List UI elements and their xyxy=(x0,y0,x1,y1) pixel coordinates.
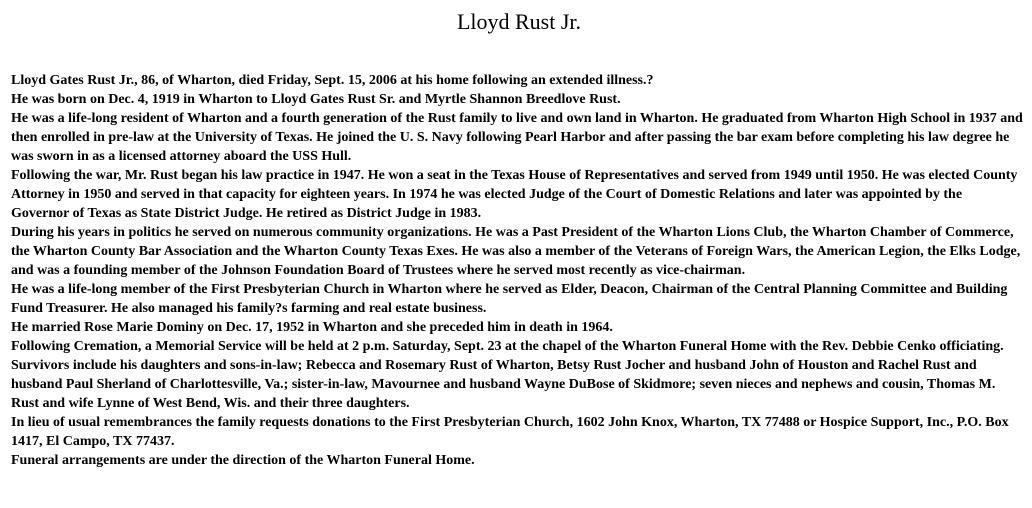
paragraph-birth: He was born on Dec. 4, 1919 in Wharton to Lloyd Gates Rust Sr. and Myrtle Shannon Breedlove Rust. xyxy=(11,92,621,107)
paragraph-death-notice: Lloyd Gates Rust Jr., 86, of Wharton, died Friday, Sept. 15, 2006 at his home following an extended illness.? xyxy=(11,73,654,88)
paragraph-survivors: Survivors include his daughters and sons-in-law; Rebecca and Rosemary Rust of Wharton, Betsy Rust Jocher and husband John of Houston and Rachel Rust and husband Paul Sherland of Charlottesville, Va.; sister-in-law, Mavournee and husband Wayne DuBose of Skidmore; seven nieces and nephews and cousin, Thomas M. Rust and wife Lynne of West Bend, Wis. and their three daughters. xyxy=(11,358,996,411)
paragraph-memorial-service: Following Cremation, a Memorial Service will be held at 2 p.m. Saturday, Sept. 23 at the chapel of the Wharton Funeral Home with the Rev. Debbie Cenko officiating. xyxy=(11,339,1004,354)
obituary-body xyxy=(11,71,1023,470)
paragraph-church: He was a life-long member of the First Presbyterian Church in Wharton where he served as Elder, Deacon, Chairman of the Central Planning Committee and Building Fund Treasurer. He also managed his family?s farming and real estate business. xyxy=(11,282,1008,316)
paragraph-early-life: He was a life-long resident of Wharton and a fourth generation of the Rust family to live and own land in Wharton. He graduated from Wharton High School in 1937 and then enrolled in pre-law at the University of Texas. He joined the U. S. Navy following Pearl Harbor and after passing the bar exam before completing his law degree he was sworn in as a licensed attorney aboard the USS Hull. xyxy=(11,111,1023,164)
page-title: Lloyd Rust Jr. xyxy=(456,9,582,34)
paragraph-career: Following the war, Mr. Rust began his law practice in 1947. He won a seat in the Texas House of Representatives and served from 1949 until 1950. He was elected County Attorney in 1950 and served in that capacity for eighteen years. In 1974 he was elected Judge of the Court of Domestic Relations and later was appointed by the Governor of Texas as State District Judge. He retired as District Judge in 1983. xyxy=(11,168,1018,221)
paragraph-marriage: He married Rose Marie Dominy on Dec. 17, 1952 in Wharton and she preceded him in death in 1964. xyxy=(11,320,613,335)
paragraph-community: During his years in politics he served on numerous community organizations. He was a Past President of the Wharton Lions Club, the Wharton Chamber of Commerce, the Wharton County Bar Association and the Wharton County Texas Exes. He was also a member of the Veterans of Foreign Wars, the American Legion, the Elks Lodge, and was a founding member of the Johnson Foundation Board of Trustees where he served most recently as vice-chairman. xyxy=(11,225,1021,278)
paragraph-donations: In lieu of usual remembrances the family requests donations to the First Presbyterian Church, 1602 John Knox, Wharton, TX 77488 or Hospice Support, Inc., P.O. Box 1417, El Campo, TX 77437. xyxy=(11,415,1009,449)
paragraph-arrangements: Funeral arrangements are under the direction of the Wharton Funeral Home. xyxy=(11,453,475,468)
